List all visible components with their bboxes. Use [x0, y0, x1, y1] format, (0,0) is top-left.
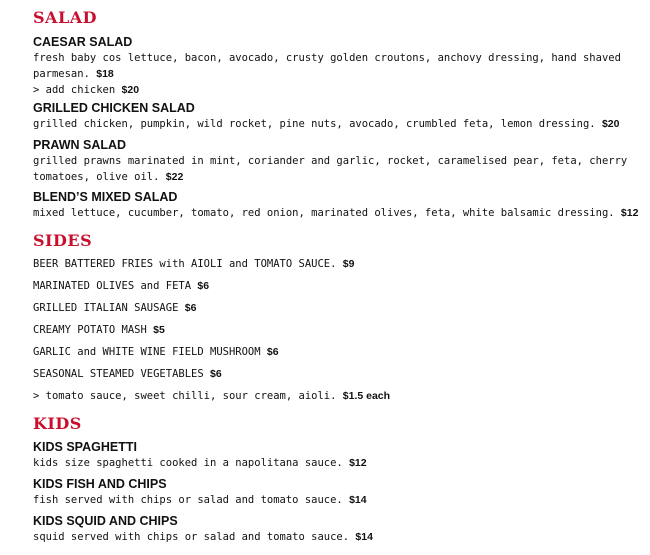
kids-fish-chips-price: $14: [349, 494, 367, 506]
mixed-salad-price: $12: [620, 207, 639, 219]
prawn-salad-price: $22: [165, 171, 184, 183]
caesar-salad-description: fresh baby cos lettuce, bacon, avocado, crusty golden croutons, anchovy dressing, hand shaved parmesan. $18 > add chicken $20: [33, 52, 621, 96]
kids-squid-chips-price: $14: [355, 531, 373, 543]
mixed-salad-title: BLEND’S MIXED SALAD: [33, 190, 178, 204]
kids-fish-chips-title: KIDS FISH AND CHIPS: [33, 477, 167, 491]
prawn-salad-description: grilled prawns marinated in mint, coriander and garlic, rocket, caramelised pear, feta, cherry tomatoes, olive oil. $22: [33, 155, 628, 183]
side-item: GRILLED ITALIAN SAUSAGE $6: [33, 302, 197, 314]
side-item: MARINATED OLIVES and FETA $6: [33, 280, 210, 292]
sides-heading: SIDES: [33, 231, 93, 250]
caesar-salad-price: $18: [96, 68, 114, 80]
mixed-salad-description: mixed lettuce, cucumber, tomato, red onion, marinated olives, feta, white balsamic dressing. $12: [33, 207, 639, 219]
kids-spaghetti-price: $12: [349, 457, 367, 469]
grilled-chicken-salad-title: GRILLED CHICKEN SALAD: [33, 101, 195, 115]
kids-heading: KIDS: [33, 414, 82, 433]
kids-spaghetti-description: kids size spaghetti cooked in a napolitana sauce. $12: [33, 457, 367, 469]
grilled-chicken-salad-description: grilled chicken, pumpkin, wild rocket, pine nuts, avocado, crumbled feta, lemon dressing. $20: [33, 118, 620, 130]
side-item: CREAMY POTATO MASH $5: [33, 324, 165, 336]
kids-spaghetti-title: KIDS SPAGHETTI: [33, 440, 137, 454]
add-chicken-option: > add chicken: [33, 84, 116, 96]
prawn-salad-title: PRAWN SALAD: [33, 138, 127, 152]
kids-fish-chips-description: fish served with chips or salad and tomato sauce. $14: [33, 494, 367, 506]
salad-heading: SALAD: [33, 8, 98, 27]
kids-squid-chips-description: squid served with chips or salad and tomato sauce. $14: [33, 531, 373, 543]
add-chicken-price: $20: [121, 84, 140, 96]
side-item: SEASONAL STEAMED VEGETABLES $6: [33, 368, 222, 380]
kids-squid-chips-title: KIDS SQUID AND CHIPS: [33, 514, 178, 528]
grilled-chicken-salad-price: $20: [601, 118, 620, 130]
sauces-option: > tomato sauce, sweet chilli, sour cream, aioli. $1.5 each: [33, 390, 391, 402]
caesar-salad-title: CAESAR SALAD: [33, 35, 133, 49]
side-item: GARLIC and WHITE WINE FIELD MUSHROOM $6: [33, 346, 279, 358]
side-item: BEER BATTERED FRIES with AIOLI and TOMATO SAUCE. $9: [33, 258, 355, 270]
